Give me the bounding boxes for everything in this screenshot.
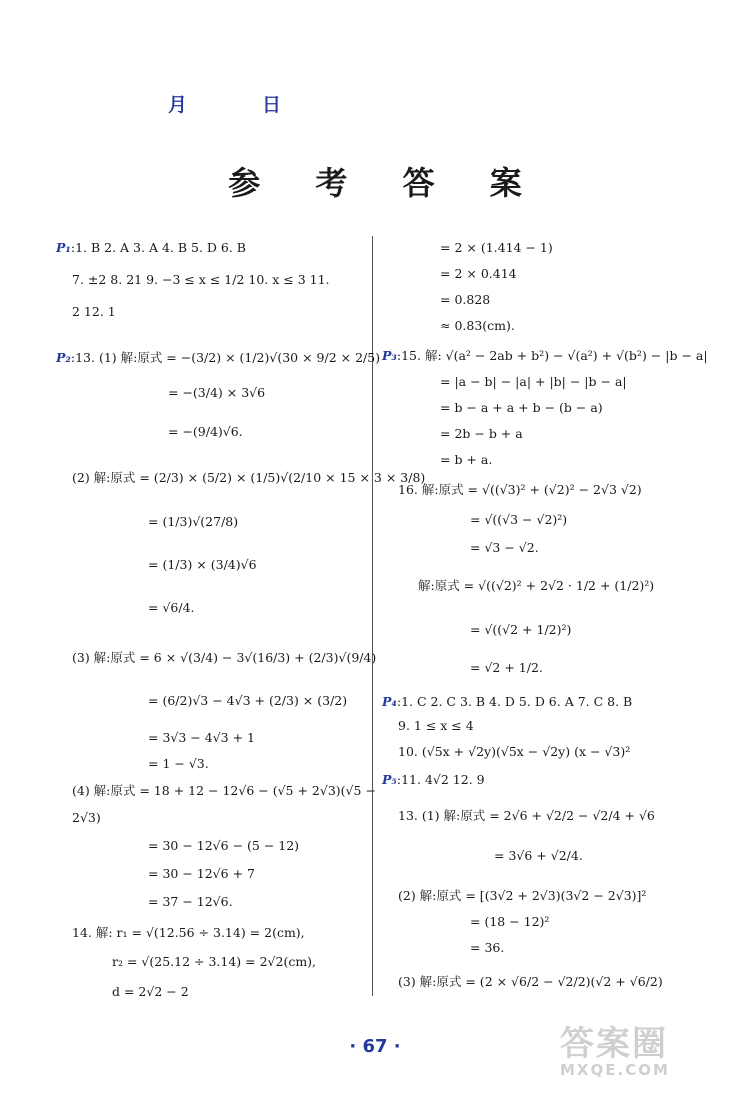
watermark-text: 答案圈 [560, 1024, 668, 1064]
answer-line: 14. 解: r₁ = √(12.56 ÷ 3.14) = 2(cm), [72, 925, 305, 940]
answer-line: ≈ 0.83(cm). [440, 318, 515, 333]
answer-line: 16. 解:原式 = √((√3)² + (√2)² − 2√3 √2) [398, 482, 642, 497]
answer-line: = 2b − b + a [440, 426, 523, 441]
page-number: · 67 · [349, 1036, 401, 1057]
answer-line: P₁:1. B 2. A 3. A 4. B 5. D 6. B [56, 240, 246, 255]
section-label: P₃ [382, 348, 397, 363]
section-label: P₁ [56, 240, 71, 255]
month-label: 月 [168, 94, 188, 116]
answer-line: = 37 − 12√6. [148, 894, 233, 909]
answer-line: = 2 × (1.414 − 1) [440, 240, 553, 255]
answer-line: = −(3/4) × 3√6 [168, 385, 266, 400]
section-label: P₄ [382, 694, 397, 709]
answer-line: = √6/4. [148, 600, 195, 615]
answer-line: = 30 − 12√6 + 7 [148, 866, 255, 881]
answer-line: 2√3) [72, 810, 101, 825]
section-label: P₂ [56, 350, 71, 365]
answer-line: = |a − b| − |a| + |b| − |b − a| [440, 374, 627, 389]
answer-line: = √((√3 − √2)²) [470, 512, 568, 527]
answer-line: = √2 + 1/2. [470, 660, 543, 675]
answer-line: = 36. [470, 940, 505, 955]
day-label: 日 [262, 94, 282, 116]
answer-line: d = 2√2 − 2 [112, 984, 189, 999]
answer-line: 9. 1 ≤ x ≤ 4 [398, 718, 474, 733]
answer-line: P₄:1. C 2. C 3. B 4. D 5. D 6. A 7. C 8. B [382, 694, 633, 709]
answer-line: r₂ = √(25.12 ÷ 3.14) = 2√2(cm), [112, 954, 317, 969]
answer-line: 13. (1) 解:原式 = 2√6 + √2/2 − √2/4 + √6 [398, 808, 655, 823]
answer-line: 2 12. 1 [72, 304, 116, 319]
answer-line: P₂:13. (1) 解:原式 = −(3/2) × (1/2)√(30 × 9/2 × 2/5) [56, 350, 381, 365]
answer-line: (3) 解:原式 = (2 × √6/2 − √2/2)(√2 + √6/2) [398, 974, 663, 989]
answer-line: (2) 解:原式 = (2/3) × (5/2) × (1/5)√(2/10 × 15 × 3 × 3/8) [72, 470, 426, 485]
answer-line: 解:原式 = √((√2)² + 2√2 · 1/2 + (1/2)²) [418, 578, 655, 593]
answer-line: = 30 − 12√6 − (5 − 12) [148, 838, 300, 853]
section-label: P₅ [382, 772, 397, 787]
answer-line: = √((√2 + 1/2)²) [470, 622, 572, 637]
watermark-url: MXQE.COM [560, 1061, 670, 1079]
answer-line: = 1 − √3. [148, 756, 209, 771]
answer-line: = 2 × 0.414 [440, 266, 517, 281]
answer-line: = (1/3) × (3/4)√6 [148, 557, 257, 572]
answer-line: 7. ±2 8. 21 9. −3 ≤ x ≤ 1/2 10. x ≤ 3 11. [72, 272, 330, 287]
answer-line: = (6/2)√3 − 4√3 + (2/3) × (3/2) [148, 693, 348, 708]
answer-line: = √3 − √2. [470, 540, 539, 555]
answer-line: (2) 解:原式 = [(3√2 + 2√3)(3√2 − 2√3)]² [398, 888, 647, 903]
answer-line: = (1/3)√(27/8) [148, 514, 239, 529]
answer-line: (3) 解:原式 = 6 × √(3/4) − 3√(16/3) + (2/3)√(9/4) [72, 650, 377, 665]
answer-line: = b − a + a + b − (b − a) [440, 400, 603, 415]
page-title: 参 考 答 案 [228, 164, 544, 202]
answer-line: P₃:15. 解: √(a² − 2ab + b²) − √(a²) + √(b²) − |b − a| [382, 348, 708, 363]
answer-line: = 3√6 + √2/4. [494, 848, 583, 863]
watermark-logo [560, 1016, 670, 1079]
answer-line: (4) 解:原式 = 18 + 12 − 12√6 − (√5 + 2√3)(√5 − [72, 783, 376, 798]
answer-line: = (18 − 12)² [470, 914, 550, 929]
answer-line: P₅:11. 4√2 12. 9 [382, 772, 485, 787]
answer-line: = b + a. [440, 452, 493, 467]
answer-line: = 0.828 [440, 292, 491, 307]
answer-line: = 3√3 − 4√3 + 1 [148, 730, 255, 745]
answer-line: 10. (√5x + √2y)(√5x − √2y) (x − √3)² [398, 744, 631, 759]
corner-smudge [612, 70, 672, 100]
answer-line: = −(9/4)√6. [168, 424, 243, 439]
